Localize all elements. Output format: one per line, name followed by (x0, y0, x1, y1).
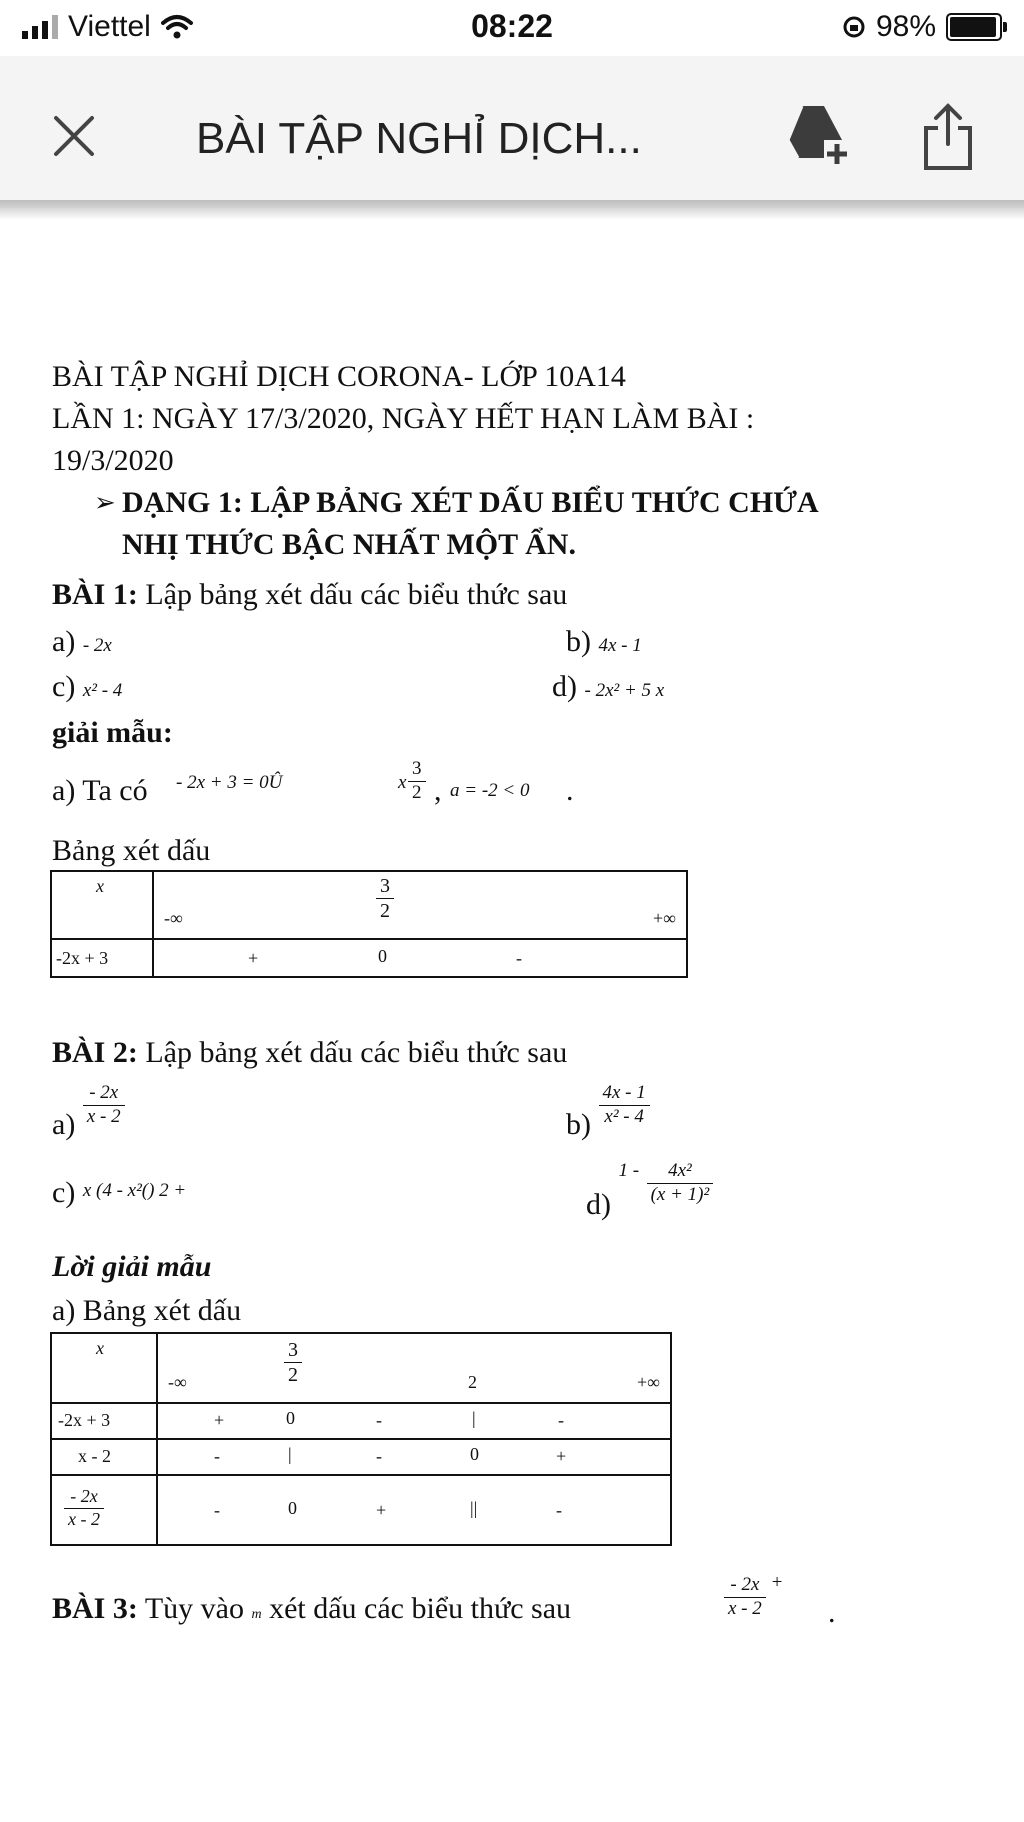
table1-header-values (153, 871, 687, 939)
fraction-denominator: x - 2 (68, 1508, 100, 1529)
fraction-denominator: (x + 1)² (650, 1183, 710, 1205)
pos-infinity: +∞ (637, 1372, 660, 1392)
table1-row-label (51, 939, 153, 977)
carrier-name: Viettel (68, 10, 151, 43)
item-label: a) (52, 1108, 76, 1142)
item-label: c) (52, 670, 76, 703)
sign-cell: - (214, 1500, 220, 1520)
bai3-text-before: Tùy vào (144, 1592, 244, 1625)
bai2-text: Lập bảng xét dấu các biểu thức sau (145, 1036, 568, 1069)
table1-row-signs (153, 939, 687, 977)
section-heading-line1: DẠNG 1: LẬP BẢNG XÉT DẤU BIỂU THỨC CHỨA (122, 486, 819, 519)
bai2-item-d (586, 1160, 713, 1222)
example-a-separator: , (434, 774, 442, 807)
fraction (647, 1160, 714, 1207)
bai2-item-a (52, 1082, 125, 1142)
neg-infinity: -∞ (168, 1372, 187, 1392)
table2-row1-label (51, 1403, 157, 1439)
fraction-numerator: 4x - 1 (599, 1082, 650, 1106)
fraction-denominator: 2 (412, 781, 422, 803)
row-label-text: -2x + 3 (56, 948, 109, 968)
document-title: BÀI TẬP NGHỈ DỊCH... (196, 114, 642, 163)
table1-header-x (51, 871, 153, 939)
sign-table-1 (50, 870, 688, 978)
orientation-lock-icon (842, 15, 866, 39)
sign-cell: 0 (288, 1498, 297, 1518)
example-a-period: . (566, 774, 574, 807)
bai2-item-c (52, 1176, 186, 1210)
math-expression: 1 - (618, 1160, 640, 1182)
item-label: c) (52, 1176, 76, 1209)
table2-row3-signs (157, 1475, 671, 1545)
example-a-fraction (408, 758, 426, 805)
doc-title-line3: 19/3/2020 (52, 444, 174, 477)
app-bar-shadow (0, 200, 1024, 220)
sign-cell: | (288, 1444, 292, 1464)
bai3-period: . (828, 1596, 836, 1629)
table2-row1-signs (157, 1403, 671, 1439)
sign-cell: - (214, 1446, 220, 1466)
app-bar (0, 56, 1024, 208)
fraction-numerator: 4x² (647, 1160, 714, 1184)
bai2-heading (52, 1036, 567, 1070)
x-label: x (96, 876, 104, 896)
sign-cell: - (556, 1500, 562, 1520)
bai1-heading (52, 578, 567, 612)
math-expression: - 2x² + 5 x (584, 680, 665, 701)
neg-infinity: -∞ (164, 908, 183, 928)
table2-row2-signs (157, 1439, 671, 1475)
bai3-m: m (251, 1607, 262, 1622)
bai3-fraction (724, 1572, 783, 1621)
example-a-condition: a = -2 < 0 (450, 780, 530, 801)
sign-cell: - (376, 1410, 382, 1430)
doc-title-line1: BÀI TẬP NGHỈ DỊCH CORONA- LỚP 10A14 (52, 360, 626, 393)
doc-title-line2: LẦN 1: NGÀY 17/3/2020, NGÀY HẾT HẠN LÀM BÀI : (52, 402, 755, 435)
sign-minus: - (516, 948, 522, 968)
bai1-item-d (552, 670, 664, 704)
item-label: b) (566, 625, 591, 658)
x-label: x (96, 1338, 104, 1358)
root-denominator: 2 (288, 1364, 298, 1386)
fraction-denominator: x - 2 (728, 1598, 762, 1620)
item-label: d) (552, 670, 577, 703)
example-a-prefix: a) Ta có (52, 774, 148, 807)
fraction-numerator: 3 (408, 758, 426, 782)
sign-cell: + (376, 1500, 387, 1520)
sign-cell: 0 (470, 1444, 479, 1464)
root-denominator: 2 (380, 900, 390, 922)
sign-cell: - (558, 1410, 564, 1430)
fraction (599, 1082, 650, 1129)
sign-cell: 0 (286, 1408, 295, 1428)
fraction-extra: + (770, 1572, 784, 1593)
sign-cell: + (556, 1446, 567, 1466)
example-a-equation: - 2x + 3 = 0Û (176, 772, 283, 793)
bai3-text-after: xét dấu các biểu thức sau (269, 1592, 572, 1625)
item-label: d) (586, 1188, 611, 1222)
sign-cell: + (214, 1410, 225, 1430)
fraction (83, 1082, 125, 1129)
fraction-numerator: - 2x (83, 1082, 125, 1106)
sign-cell: | (472, 1408, 476, 1428)
sign-cell: || (470, 1498, 478, 1518)
table2-caption: a) Bảng xét dấu (52, 1294, 242, 1327)
row-label-text: -2x + 3 (58, 1410, 111, 1430)
item-label: a) (52, 625, 76, 658)
root-numerator: 3 (284, 1338, 302, 1363)
item-label: b) (566, 1108, 591, 1142)
bai1-text: Lập bảng xét dấu các biểu thức sau (145, 578, 568, 611)
bai3-heading (52, 1592, 571, 1626)
table2-row2-label (51, 1439, 157, 1475)
status-bar (0, 0, 1024, 56)
fraction-numerator: - 2x (64, 1486, 104, 1509)
share-icon[interactable] (920, 100, 976, 172)
math-expression: x (4 - x²() 2 + (82, 1180, 187, 1201)
battery-icon (946, 13, 1002, 41)
pos-infinity: +∞ (653, 908, 676, 928)
battery-percent: 98% (875, 10, 936, 43)
bai1-item-a (52, 625, 112, 659)
math-expression: 4x - 1 (598, 635, 642, 656)
bai2-label: BÀI 2: (52, 1036, 138, 1069)
giai-mau-heading: giải mẫu: (52, 716, 173, 749)
bai1-item-b (566, 625, 642, 659)
bai2-item-b (566, 1082, 650, 1142)
math-expression: x² - 4 (82, 680, 123, 701)
status-right (842, 10, 1002, 44)
sign-table-2 (50, 1332, 672, 1546)
bai1-label: BÀI 1: (52, 578, 138, 611)
math-expression: - 2x (82, 635, 112, 656)
table2-header-x (51, 1333, 157, 1403)
sign-cell: - (376, 1446, 382, 1466)
clock: 08:22 (471, 8, 553, 44)
root-numerator: 3 (376, 874, 394, 899)
section-bullet: ➢ (94, 488, 116, 517)
document-page (0, 220, 1024, 1822)
bai3-label: BÀI 3: (52, 1592, 138, 1625)
bai1-item-c (52, 670, 122, 704)
add-to-drive-icon[interactable] (780, 100, 850, 170)
section-heading-line2: NHỊ THỨC BẬC NHẤT MỘT ẨN. (122, 528, 576, 561)
fraction-numerator: - 2x (724, 1574, 766, 1598)
table1-caption: Bảng xét dấu (52, 834, 211, 867)
root-value: 2 (468, 1372, 477, 1392)
table2-header-values (157, 1333, 671, 1403)
loi-giai-mau-heading: Lời giải mẫu (52, 1250, 212, 1283)
fraction-denominator: x - 2 (86, 1105, 121, 1127)
close-icon[interactable] (44, 106, 104, 166)
sign-zero: 0 (378, 946, 387, 966)
sign-plus: + (248, 948, 259, 968)
fraction-denominator: x² - 4 (604, 1105, 644, 1127)
table2-row3-label (51, 1475, 157, 1545)
row-label-text: x - 2 (78, 1446, 111, 1466)
example-a-x: x (398, 772, 407, 793)
